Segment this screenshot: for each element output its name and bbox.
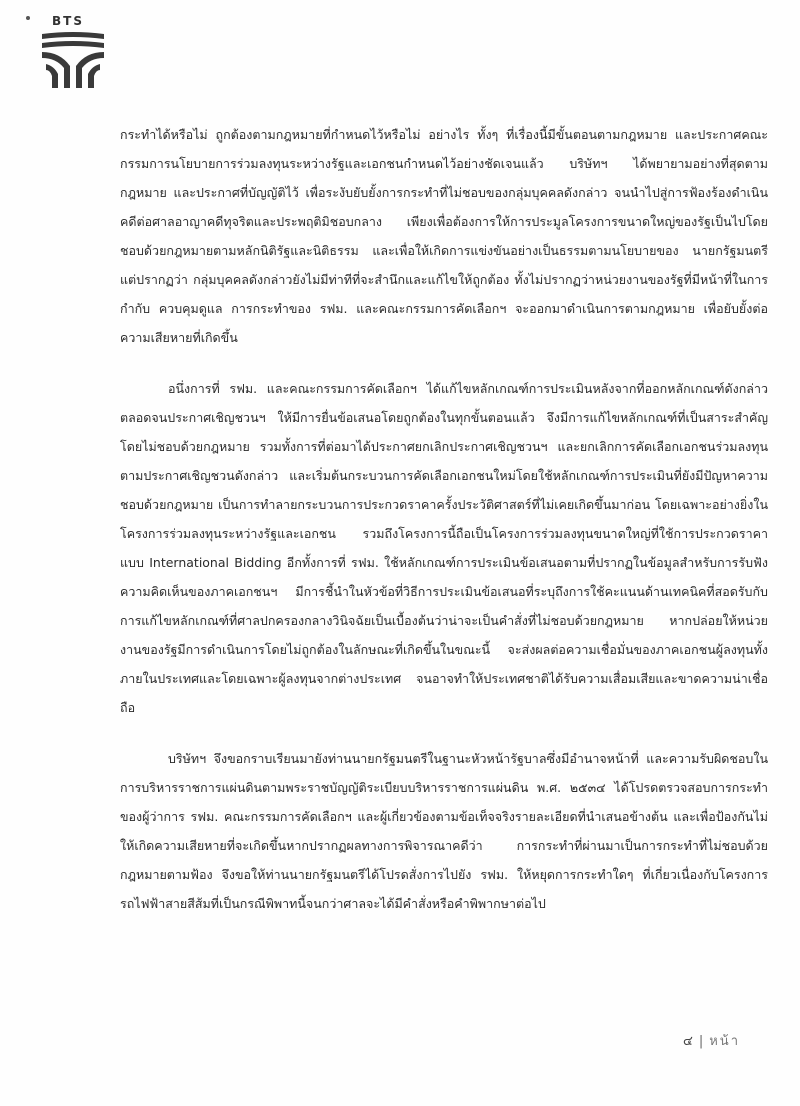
letter-body — [120, 120, 768, 918]
bts-emblem-icon — [40, 30, 106, 90]
paragraph-request-to-prime-minister: บริษัทฯ จึงขอกราบเรียนมายังท่านนายกรัฐมนตรีในฐานะหัวหน้ารัฐบาลซึ่งมีอำนาจหน้าที่ และความรับผิดชอบในการบริหารราชการแผ่นดินตามพระราชบัญญัติระเบียบบริหารราชการแผ่นดิน พ.ศ. ๒๕๓๔ ได้โปรดตรวจสอบการกระทำของผู้ว่าการ รฟม. คณะกรรมการคัดเลือกฯ และผู้เกี่ยวข้องตามข้อเท็จจริงรายละเอียดที่นำเสนอข้างต้น และเพื่อป้องกันไม่ให้เกิดความเสียหายที่จะเกิดขึ้นหากปรากฏผลทางการพิจารณาคดีว่า การกระทำที่ผ่านมาเป็นการกระทำที่ไม่ชอบด้วยกฎหมายตามฟ้อง จึงขอให้ท่านนายกรัฐมนตรีได้โปรดสั่งการไปยัง รฟม. ให้หยุดการกระทำใดๆ ที่เกี่ยวเนื่องกับโครงการรถไฟฟ้าสายสีส้มที่เป็นกรณีพิพาทนี้จนกว่าศาลจะได้มีคำสั่งหรือคำพิพากษาต่อไป — [120, 751, 768, 911]
page-label: หน้า — [709, 1034, 740, 1049]
scan-dot-mark — [26, 16, 30, 20]
page-number: ๔ — [683, 1034, 693, 1049]
page-footer — [683, 1030, 740, 1051]
paragraph-continuation: กระทำได้หรือไม่ ถูกต้องตามกฎหมายที่กำหนดไว้หรือไม่ อย่างไร ทั้งๆ ที่เรื่องนี้มีขั้นตอนตามกฎหมาย และประกาศคณะกรรมการนโยบายการร่วมลงทุนระหว่างรัฐและเอกชนกำหนดไว้อย่างชัดเจนแล้ว บริษัทฯ ได้พยายามอย่างที่สุดตามกฎหมาย และประกาศที่บัญญัติไว้ เพื่อระงับยับยั้งการกระทำที่ไม่ชอบของกลุ่มบุคคลดังกล่าว จนนำไปสู่การฟ้องร้องดำเนินคดีต่อศาลอาญาคดีทุจริตและประพฤติมิชอบกลาง เพียงเพื่อต้องการให้การประมูลโครงการขนาดใหญ่ของรัฐเป็นไปโดยชอบด้วยกฎหมายตามหลักนิติรัฐและนิติธรรม และเพื่อให้เกิดการแข่งขันอย่างเป็นธรรมตามนโยบายของ นายกรัฐมนตรี แต่ปรากฏว่า กลุ่มบุคคลดังกล่าวยังไม่มีท่าทีที่จะสำนึกและแก้ไขให้ถูกต้อง ทั้งไม่ปรากฏว่าหน่วยงานของรัฐที่มีหน้าที่ในการกำกับ ควบคุมดูแล การกระทำของ รฟม. และคณะกรรมการคัดเลือกฯ จะออกมาดำเนินการตามกฎหมาย เพื่อยับยั้งต่อความเสียหายที่เกิดขึ้น — [120, 127, 768, 345]
bts-logo — [40, 14, 106, 90]
paragraph-criteria-amendment: อนึ่งการที่ รฟม. และคณะกรรมการคัดเลือกฯ ได้แก้ไขหลักเกณฑ์การประเมินหลังจากที่ออกหลักเกณฑ์ดังกล่าว ตลอดจนประกาศเชิญชวนฯ ให้มีการยื่นข้อเสนอโดยถูกต้องในทุกขั้นตอนแล้ว จึงมีการแก้ไขหลักเกณฑ์ที่เป็นสาระสำคัญโดยไม่ชอบด้วยกฎหมาย รวมทั้งการที่ต่อมาได้ประกาศยกเลิกประกาศเชิญชวนฯ และยกเลิกการคัดเลือกเอกชนร่วมลงทุนตามประกาศเชิญชวนดังกล่าว และเริ่มต้นกระบวนการคัดเลือกเอกชนใหม่โดยใช้หลักเกณฑ์การประเมินที่ยังมีปัญหาความชอบด้วยกฎหมาย เป็นการทำลายกระบวนการประกวดราคาครั้งประวัติศาสตร์ที่ไม่เคยเกิดขึ้นมาก่อน โดยเฉพาะอย่างยิ่งในโครงการร่วมลงทุนระหว่างรัฐและเอกชน รวมถึงโครงการนี้ถือเป็นโครงการร่วมลงทุนขนาดใหญ่ที่ใช้การประกวดราคาแบบ International Bidding อีกทั้งการที่ รฟม. ใช้หลักเกณฑ์การประเมินข้อเสนอตามที่ปรากฏในข้อมูลสำหรับการรับฟังความคิดเห็นของภาคเอกชนฯ มีการชี้นำในหัวข้อที่วิธีการประเมินข้อเสนอที่ระบุถึงการใช้คะแนนด้านเทคนิคที่สอดรับกับการแก้ไขหลักเกณฑ์ที่ศาลปกครองกลางวินิจฉัยเป็นเบื้องต้นว่าน่าจะเป็นคำสั่งที่ไม่ชอบด้วยกฎหมาย หากปล่อยให้หน่วยงานของรัฐมีการดำเนินการโดยไม่ถูกต้องในลักษณะที่เกิดขึ้นในขณะนี้ จะส่งผลต่อความเชื่อมั่นของภาคเอกชนผู้ลงทุนทั้งภายในประเทศและโดยเฉพาะผู้ลงทุนจากต่างประเทศ จนอาจทำให้ประเทศชาติได้รับความเสื่อมเสียและขาดความน่าเชื่อถือ — [120, 381, 768, 715]
logo-text: BTS — [52, 14, 84, 28]
footer-separator: | — [698, 1034, 704, 1049]
